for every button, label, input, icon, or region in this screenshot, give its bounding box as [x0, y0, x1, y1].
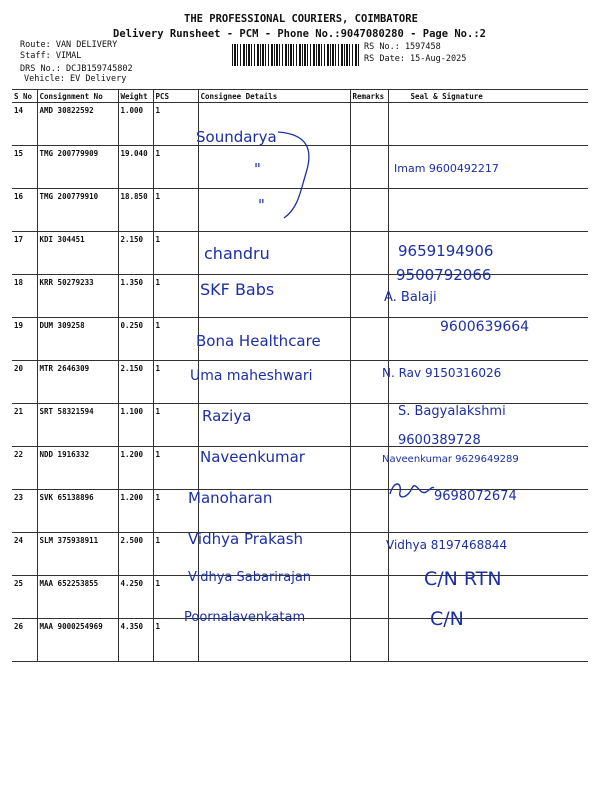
handwritten-phone: 9500792066	[396, 266, 492, 284]
handwritten-consignee: SKF Babs	[200, 280, 275, 299]
pcs-cell: 1	[153, 232, 198, 275]
remarks-cell	[350, 189, 388, 232]
company-title: THE PROFESSIONAL COURIERS, COIMBATORE	[184, 13, 418, 25]
signature-cell	[388, 103, 588, 146]
handwritten-signature: Imam 9600492217	[394, 162, 499, 175]
remarks-cell	[350, 576, 388, 619]
sno-cell: 21	[12, 404, 37, 447]
consignment-cell: TMG 200779909	[37, 146, 118, 189]
handwritten-consignee: Vidhya Sabarirajan	[188, 570, 312, 585]
signature-cell	[388, 189, 588, 232]
weight-cell: 1.100	[118, 404, 153, 447]
weight-cell: 1.000	[118, 103, 153, 146]
consignment-cell: AMD 30822592	[37, 103, 118, 146]
pcs-cell: 1	[153, 146, 198, 189]
handwritten-signature: Naveenkumar 9629649289	[382, 454, 519, 465]
sno-cell: 15	[12, 146, 37, 189]
column-header: Consignment No	[37, 90, 118, 103]
table-row	[12, 232, 588, 275]
remarks-cell	[350, 404, 388, 447]
signature-scribble	[386, 478, 436, 504]
sno-cell: 18	[12, 275, 37, 318]
drs-number: DRS No.: DCJB159745802	[20, 64, 133, 74]
pcs-cell: 1	[153, 447, 198, 490]
runsheet-subtitle: Delivery Runsheet - PCM - Phone No.:9047080280 - Page No.:2	[113, 28, 486, 40]
consignment-cell: NDD 1916332	[37, 447, 118, 490]
consignment-cell: SLM 375938911	[37, 533, 118, 576]
weight-cell: 1.350	[118, 275, 153, 318]
pcs-cell: 1	[153, 189, 198, 232]
pcs-cell: 1	[153, 103, 198, 146]
pcs-cell: 1	[153, 533, 198, 576]
consignment-cell: TMG 200779910	[37, 189, 118, 232]
sno-cell: 14	[12, 103, 37, 146]
rs-date: RS Date: 15-Aug-2025	[364, 54, 467, 64]
handwritten-consignee: Uma maheshwari	[190, 368, 313, 384]
consignment-cell: MAA 652253855	[37, 576, 118, 619]
remarks-cell	[350, 533, 388, 576]
sno-cell: 19	[12, 318, 37, 361]
consignment-cell: KDI 304451	[37, 232, 118, 275]
pcs-cell: 1	[153, 318, 198, 361]
remarks-cell	[350, 318, 388, 361]
route-label: Route: VAN DELIVERY	[20, 40, 118, 50]
pcs-cell: 1	[153, 576, 198, 619]
handwritten-consignee: Soundarya	[196, 128, 277, 146]
handwritten-ditto: "	[258, 196, 265, 214]
weight-cell: 1.200	[118, 490, 153, 533]
sno-cell: 22	[12, 447, 37, 490]
weight-cell: 0.250	[118, 318, 153, 361]
consignee-cell	[198, 146, 350, 189]
column-header: Seal & Signature	[410, 91, 483, 101]
sno-cell: 24	[12, 533, 37, 576]
pcs-cell: 1	[153, 361, 198, 404]
weight-cell: 4.350	[118, 619, 153, 662]
consignment-cell: MTR 2646309	[37, 361, 118, 404]
pcs-cell: 1	[153, 404, 198, 447]
handwritten-phone: 9698072674	[434, 489, 517, 504]
handwritten-consignee: Manoharan	[188, 489, 273, 507]
weight-cell: 18.850	[118, 189, 153, 232]
weight-cell: 2.150	[118, 232, 153, 275]
remarks-cell	[350, 232, 388, 275]
handwritten-signature: N. Rav 9150316026	[382, 366, 502, 380]
sno-cell: 23	[12, 490, 37, 533]
handwritten-signature: S. Bagyalakshmi	[398, 404, 506, 419]
handwritten-ditto: "	[254, 160, 261, 178]
rs-number: RS No.: 1597458	[364, 42, 441, 52]
weight-cell: 2.150	[118, 361, 153, 404]
column-header: PCS	[153, 90, 198, 103]
staff-label: Staff: VIMAL	[20, 51, 82, 61]
column-header: Remarks	[350, 90, 388, 103]
weight-cell: 1.200	[118, 447, 153, 490]
sno-cell: 26	[12, 619, 37, 662]
remarks-cell	[350, 619, 388, 662]
column-header: Consignee Details	[198, 90, 350, 103]
consignment-cell: DUM 309258	[37, 318, 118, 361]
sno-cell: 16	[12, 189, 37, 232]
handwritten-phone: 9600639664	[440, 319, 530, 335]
column-header: Weight	[118, 90, 153, 103]
handwritten-consignee: Bona Healthcare	[196, 332, 321, 350]
barcode-image	[232, 44, 360, 66]
remarks-cell	[350, 103, 388, 146]
handwritten-consignee: Poornalavenkatam	[184, 610, 306, 625]
weight-cell: 19.040	[118, 146, 153, 189]
table-row	[12, 275, 588, 318]
handwritten-consignee: Vidhya Prakash	[188, 530, 304, 548]
remarks-cell	[350, 490, 388, 533]
consignment-cell: KRR 50279233	[37, 275, 118, 318]
pcs-cell: 1	[153, 619, 198, 662]
sno-cell: 25	[12, 576, 37, 619]
handwritten-signature: Vidhya 8197468844	[386, 538, 508, 552]
handwritten-consignee: Naveenkumar	[200, 448, 305, 466]
table-header-row	[12, 90, 588, 103]
ditto-bracket	[276, 128, 316, 222]
handwritten-consignee: chandru	[204, 244, 270, 263]
consignment-cell: SRT 58321594	[37, 404, 118, 447]
sno-cell: 17	[12, 232, 37, 275]
pcs-cell: 1	[153, 490, 198, 533]
sno-cell: 20	[12, 361, 37, 404]
consignment-cell: MAA 9000254969	[37, 619, 118, 662]
weight-cell: 2.500	[118, 533, 153, 576]
pcs-cell: 1	[153, 275, 198, 318]
handwritten-phone: 9659194906	[398, 242, 494, 260]
remarks-cell	[350, 275, 388, 318]
weight-cell: 4.250	[118, 576, 153, 619]
consignee-cell	[198, 189, 350, 232]
handwritten-signature: A. Balaji	[384, 290, 437, 305]
handwritten-remark: C/N RTN	[424, 568, 502, 590]
handwritten-consignee: Raziya	[202, 407, 252, 425]
signature-cell	[388, 619, 588, 662]
remarks-cell	[350, 146, 388, 189]
vehicle-label: Vehicle: EV Delivery	[24, 74, 127, 84]
handwritten-remark: C/N	[430, 608, 464, 630]
consignment-cell: SVK 65138896	[37, 490, 118, 533]
column-header: S No	[12, 90, 37, 103]
handwritten-phone: 9600389728	[398, 433, 481, 448]
remarks-cell	[350, 447, 388, 490]
